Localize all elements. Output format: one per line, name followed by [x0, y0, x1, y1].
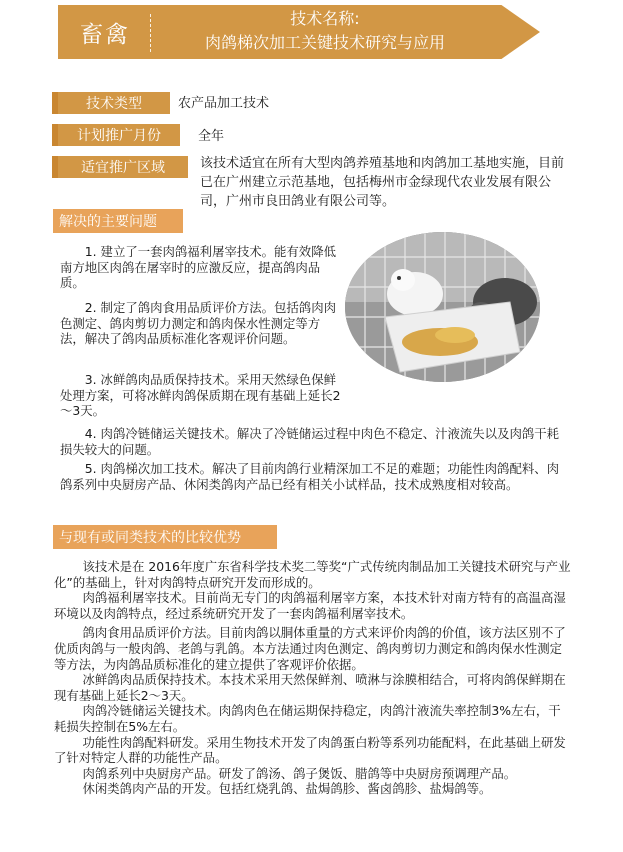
tech-title-line1: 技术名称:	[290, 9, 360, 28]
tech-type-label: 技术类型	[86, 96, 142, 112]
tech-type-value: 农产品加工技术	[178, 96, 270, 111]
banner-divider	[150, 14, 151, 52]
pigeon-cage-image	[345, 232, 540, 382]
plan-month-tag	[52, 124, 180, 146]
tech-title-line2: 肉鸽梯次加工关键技术研究与应用	[204, 33, 445, 52]
problem-item-1: 1. 建立了一套肉鸽福利屠宰技术。能有效降低南方地区肉鸽在屠宰时的应激反应，提高鸽肉品质。	[60, 244, 336, 291]
advantages-body	[54, 559, 572, 797]
plan-month-value: 全年	[198, 129, 225, 144]
plan-month-label: 计划推广月份	[77, 128, 161, 144]
pigeon-photo	[345, 232, 540, 382]
problems-heading	[53, 209, 183, 233]
region-label: 适宜推广区域	[81, 160, 165, 176]
problem-item-5: 5. 肉鸽梯次加工技术。解决了目前肉鸽行业精深加工不足的难题；功能性肉鸽配料、肉鸽系列中央厨房产品、休闲类鸽肉产品已经有相关小试样品，技术成熟度相对较高。	[60, 461, 560, 492]
advantage-paragraph: 该技术是在 2016年度广东省科学技术奖二等奖“广式传统肉制品加工关键技术研究与产业化”的基础上，针对肉鸽特点研究开发而形成的。	[54, 559, 571, 590]
advantages-heading	[53, 525, 277, 549]
problems-heading-text: 解决的主要问题	[59, 214, 157, 230]
problem-item-2: 2. 制定了鸽肉食用品质评价方法。包括鸽肉肉色测定、鸽肉剪切力测定和鸽肉保水性测定等方法，解决了鸽肉品质标准化客观评价问题。	[60, 300, 336, 347]
tech-title	[160, 7, 490, 55]
problem-item-3: 3. 冰鲜鸽肉品质保持技术。采用天然绿色保鲜处理方案，可将冰鲜肉鸽保质期在现有基础上延长2～3天。	[60, 372, 341, 419]
advantage-paragraph: 肉鸽福利屠宰技术。目前尚无专门的肉鸽福利屠宰方案，本技术针对南方特有的高温高湿环境以及肉鸽特点，经过系统研究开发了一套肉鸽福利屠宰技术。	[54, 590, 566, 621]
advantages-heading-text: 与现有或同类技术的比较优势	[59, 530, 241, 546]
advantage-paragraph: 功能性肉鸽配料研发。采用生物技术开发了肉鸽蛋白粉等系列功能配料，在此基础上研发了针对特定人群的功能性产品。	[54, 734, 566, 766]
advantage-paragraph: 肉鸽系列中央厨房产品。研发了鸽汤、鸽子煲饭、腊鸽等中央厨房预调理产品。	[82, 765, 517, 781]
tech-type-tag	[52, 92, 170, 114]
region-tag	[52, 156, 188, 178]
advantage-paragraph: 肉鸽冷链储运关键技术。肉鸽肉色在储运期保持稳定，肉鸽汁液流失率控制3%左右，干耗损失控制在5%左右。	[54, 703, 561, 734]
advantage-paragraph: 冰鲜鸽肉品质保持技术。本技术采用天然保鲜剂、喷淋与涂膜相结合，可将肉鸽保鲜期在现有基础上延长2～3天。	[54, 672, 566, 703]
problem-item-4: 4. 肉鸽冷链储运关键技术。解决了冷链储运过程中肉色不稳定、汁液流失以及肉鸽干耗损失较大的问题。	[60, 426, 560, 457]
category-label: 畜禽	[80, 21, 130, 48]
advantage-paragraph: 鸽肉食用品质评价方法。目前肉鸽以胴体重量的方式来评价肉鸽的价值，该方法区别不了优质肉鸽与一般肉鸽、老鸽与乳鸽。本方法通过肉色测定、鸽肉剪切力测定和鸽肉保水性测定等方法，为肉鸽品质标准化的建立提供了客观评价依据。	[54, 625, 566, 672]
advantage-paragraph: 休闲类鸽肉产品的开发。包括红烧乳鸽、盐焗鸽胗、酱卤鸽胗、盐焗鸽等。	[82, 781, 492, 797]
region-value: 该技术适宜在所有大型肉鸽养殖基地和肉鸽加工基地实施，目前已在广州建立示范基地，包括梅州市金绿现代农业发展有限公司，广州市良田鸽业有限公司等。	[200, 156, 565, 209]
